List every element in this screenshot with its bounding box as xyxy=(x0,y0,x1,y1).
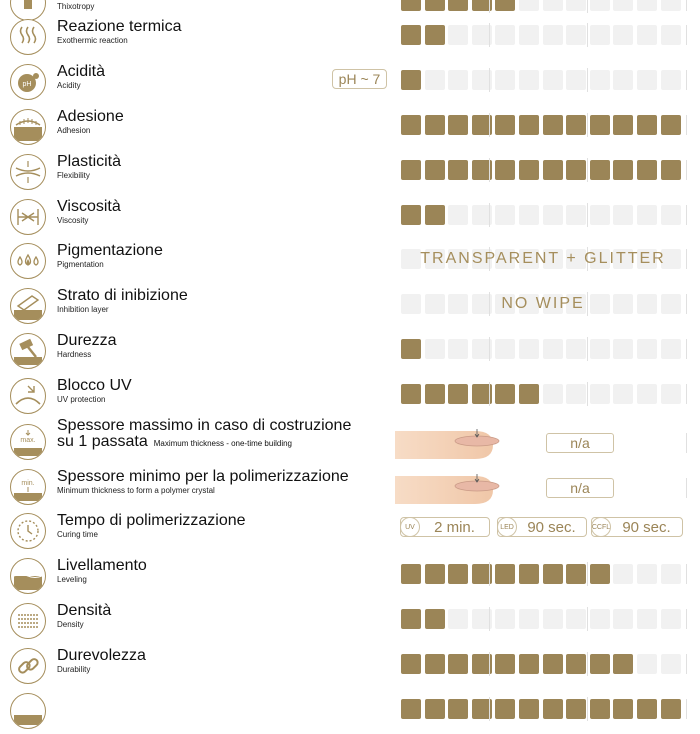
rating-segment-empty xyxy=(637,205,657,225)
bar-separator xyxy=(587,158,588,182)
rating-bar xyxy=(401,654,684,674)
property-title: Adesione xyxy=(57,108,124,125)
property-row-acidity xyxy=(0,61,700,105)
rating-bar xyxy=(401,384,684,404)
ph-icon xyxy=(10,64,46,100)
rating-segment-empty xyxy=(590,609,610,629)
rating-segment-filled xyxy=(495,384,515,404)
bar-end-tick xyxy=(686,384,687,404)
rating-segment-empty xyxy=(543,25,563,45)
svg-text:max.: max. xyxy=(20,437,36,444)
curing-time-value: 90 sec. xyxy=(527,518,576,536)
finger-thickness-illustration xyxy=(395,472,500,506)
rating-segment-empty xyxy=(590,339,610,359)
bar-end-tick xyxy=(686,564,687,584)
property-subtitle: Durability xyxy=(57,665,91,674)
property-row-minthick xyxy=(0,466,700,510)
curing-time-value: 2 min. xyxy=(434,518,475,536)
property-row-thermal xyxy=(0,16,700,60)
rating-segment-filled xyxy=(543,160,563,180)
bar-separator xyxy=(587,203,588,227)
partial-icon xyxy=(10,693,46,729)
rating-segment-empty xyxy=(590,205,610,225)
rating-segment-filled xyxy=(401,564,421,584)
rating-segment-filled xyxy=(637,115,657,135)
rating-segment-empty xyxy=(637,0,657,11)
rating-segment-empty xyxy=(613,564,633,584)
bar-end-tick xyxy=(686,249,687,269)
bar-end-tick xyxy=(686,699,687,719)
rating-segment-filled xyxy=(613,160,633,180)
rating-segment-empty xyxy=(448,339,468,359)
rating-segment-filled xyxy=(543,115,563,135)
inhibition-icon xyxy=(10,288,46,324)
property-row-durability xyxy=(0,645,700,689)
bar-end-tick xyxy=(686,205,687,225)
rating-segment-filled xyxy=(425,699,445,719)
rating-segment-filled xyxy=(425,384,445,404)
rating-segment-empty xyxy=(519,339,539,359)
rating-segment-empty xyxy=(495,609,515,629)
rating-segment-filled xyxy=(495,0,515,11)
rating-bar xyxy=(401,70,684,90)
rating-segment-filled xyxy=(425,564,445,584)
rating-segment-filled xyxy=(448,0,468,11)
rating-segment-empty xyxy=(566,0,586,11)
lamp-curing-led xyxy=(497,517,587,537)
bar-separator xyxy=(587,697,588,721)
rating-segment-filled xyxy=(425,115,445,135)
rating-segment-empty xyxy=(661,564,681,584)
rating-segment-filled xyxy=(543,699,563,719)
property-subtitle: Pigmentation xyxy=(57,260,104,269)
rating-segment-empty xyxy=(661,0,681,11)
property-subtitle: Acidity xyxy=(57,81,81,90)
rating-segment-empty xyxy=(661,25,681,45)
density-icon xyxy=(10,603,46,639)
rating-bar xyxy=(401,0,684,11)
rating-segment-empty xyxy=(425,70,445,90)
property-title: Durevolezza xyxy=(57,647,146,664)
bar-separator xyxy=(489,382,490,406)
bar-separator xyxy=(587,337,588,361)
property-subtitle: Density xyxy=(57,620,84,629)
rating-segment-filled xyxy=(613,699,633,719)
pigment-drops-icon xyxy=(10,243,46,279)
bar-end-tick xyxy=(686,160,687,180)
rating-segment-empty xyxy=(448,609,468,629)
property-row-density xyxy=(0,600,700,644)
bar-separator xyxy=(489,652,490,676)
heat-waves-icon xyxy=(10,19,46,55)
property-title: Pigmentazione xyxy=(57,242,163,259)
property-subtitle: Flexibility xyxy=(57,171,90,180)
rating-segment-empty xyxy=(661,205,681,225)
property-row-curing xyxy=(0,510,700,554)
rating-segment-empty xyxy=(590,384,610,404)
rating-segment-filled xyxy=(401,205,421,225)
rating-bar xyxy=(401,115,684,135)
thickness-value: n/a xyxy=(546,433,614,453)
bar-end-tick xyxy=(686,25,687,45)
rating-bar xyxy=(401,160,684,180)
finger-thickness-illustration xyxy=(395,427,500,461)
hammer-icon xyxy=(10,333,46,369)
property-subtitle: Leveling xyxy=(57,575,87,584)
rating-segment-empty xyxy=(566,384,586,404)
rating-segment-filled xyxy=(590,564,610,584)
rating-segment-empty xyxy=(613,339,633,359)
rating-segment-empty xyxy=(590,70,610,90)
curing-time-value: 90 sec. xyxy=(622,518,671,536)
rating-segment-filled xyxy=(401,25,421,45)
property-value-label: NO WIPE xyxy=(501,295,585,312)
lamp-type-badge: UV xyxy=(400,517,420,537)
bar-separator xyxy=(489,337,490,361)
rating-segment-empty xyxy=(543,0,563,11)
property-title: Spessore massimo in caso di costruzione xyxy=(57,417,352,434)
lamp-type-badge: CCFL xyxy=(591,517,611,537)
rating-segment-filled xyxy=(448,564,468,584)
bar-end-tick xyxy=(686,0,687,11)
ph-value-badge: pH ~ 7 xyxy=(332,69,387,89)
max-thickness-icon xyxy=(10,424,46,460)
rating-segment-filled xyxy=(401,160,421,180)
rating-segment-empty xyxy=(661,384,681,404)
bar-separator xyxy=(489,607,490,631)
rating-segment-empty xyxy=(519,609,539,629)
rating-segment-filled xyxy=(448,654,468,674)
property-subtitle: Maximum thickness - one-time building xyxy=(153,439,293,448)
property-row-inhibition xyxy=(0,285,700,329)
property-title: Plasticità xyxy=(57,153,122,170)
rating-segment-filled xyxy=(661,699,681,719)
rating-segment-empty xyxy=(590,0,610,11)
bar-separator xyxy=(489,0,490,13)
property-title: Reazione termica xyxy=(57,18,182,35)
bar-end-tick xyxy=(686,433,687,453)
rating-segment-filled xyxy=(637,699,657,719)
rating-segment-empty xyxy=(495,205,515,225)
rating-segment-empty xyxy=(661,339,681,359)
rating-segment-filled xyxy=(613,654,633,674)
flexibility-icon xyxy=(10,154,46,190)
rating-segment-filled xyxy=(448,115,468,135)
property-title: Durezza xyxy=(57,332,117,349)
lamp-curing-ccfl xyxy=(591,517,683,537)
rating-segment-empty xyxy=(519,25,539,45)
rating-segment-filled xyxy=(495,699,515,719)
rating-segment-filled xyxy=(425,25,445,45)
property-row-viscosity xyxy=(0,196,700,240)
bar-end-tick xyxy=(686,339,687,359)
property-title: Tempo di polimerizzazione xyxy=(57,512,246,529)
rating-segment-empty xyxy=(519,0,539,11)
rating-segment-filled xyxy=(566,564,586,584)
rating-segment-empty xyxy=(661,70,681,90)
rating-segment-empty xyxy=(448,205,468,225)
bar-separator xyxy=(489,697,490,721)
rating-segment-empty xyxy=(519,70,539,90)
svg-text:min.: min. xyxy=(21,480,35,487)
rating-segment-filled xyxy=(590,160,610,180)
bar-end-tick xyxy=(686,609,687,629)
rating-segment-filled xyxy=(495,160,515,180)
rating-segment-empty xyxy=(448,25,468,45)
property-subtitle: Thixotropy xyxy=(57,2,95,11)
rating-segment-empty xyxy=(613,0,633,11)
property-row-pigmentation xyxy=(0,240,700,284)
property-subtitle: Viscosity xyxy=(57,216,89,225)
property-title-2: su 1 passata xyxy=(57,433,148,450)
rating-bar xyxy=(401,609,684,629)
bar-separator xyxy=(587,68,588,92)
property-title: Spessore minimo per la polimerizzazione xyxy=(57,468,349,485)
property-subtitle: Adhesion xyxy=(57,126,91,135)
leveling-icon xyxy=(10,558,46,594)
property-subtitle: Exothermic reaction xyxy=(57,36,128,45)
curing-time-icon xyxy=(10,513,46,549)
property-subtitle: Inhibition layer xyxy=(57,305,109,314)
bar-separator xyxy=(587,382,588,406)
rating-segment-filled xyxy=(590,699,610,719)
rating-segment-filled xyxy=(519,654,539,674)
rating-segment-filled xyxy=(448,384,468,404)
rating-segment-filled xyxy=(425,0,445,11)
rating-segment-empty xyxy=(613,205,633,225)
property-title: Blocco UV xyxy=(57,377,132,394)
rating-segment-empty xyxy=(543,609,563,629)
adhesion-icon xyxy=(10,109,46,145)
property-value-label: TRANSPARENT + GLITTER xyxy=(420,250,666,267)
rating-segment-empty xyxy=(661,609,681,629)
rating-segment-empty xyxy=(495,339,515,359)
rating-segment-filled xyxy=(519,564,539,584)
bar-end-tick xyxy=(686,115,687,135)
property-row-leveling xyxy=(0,555,700,599)
rating-segment-filled xyxy=(519,384,539,404)
rating-segment-empty xyxy=(613,384,633,404)
property-subtitle: Curing time xyxy=(57,530,98,539)
rating-segment-empty xyxy=(637,25,657,45)
rating-segment-empty xyxy=(566,339,586,359)
rating-bar xyxy=(401,699,684,719)
rating-segment-empty xyxy=(519,205,539,225)
rating-segment-filled xyxy=(401,609,421,629)
rating-segment-filled xyxy=(495,564,515,584)
rating-segment-empty xyxy=(613,70,633,90)
rating-segment-empty xyxy=(425,339,445,359)
rating-segment-filled xyxy=(637,160,657,180)
rating-segment-filled xyxy=(425,205,445,225)
rating-segment-empty xyxy=(590,25,610,45)
rating-segment-empty xyxy=(543,339,563,359)
rating-bar xyxy=(401,564,684,584)
bar-separator xyxy=(587,652,588,676)
rating-segment-empty xyxy=(566,205,586,225)
rating-segment-empty xyxy=(543,70,563,90)
rating-segment-filled xyxy=(448,699,468,719)
rating-segment-filled xyxy=(401,384,421,404)
rating-segment-filled xyxy=(401,70,421,90)
rating-segment-filled xyxy=(495,115,515,135)
rating-segment-filled xyxy=(401,699,421,719)
rating-segment-empty xyxy=(613,609,633,629)
bar-separator xyxy=(587,562,588,586)
property-row-hardness xyxy=(0,330,700,374)
bar-separator xyxy=(587,0,588,13)
property-subtitle: Minimum thickness to form a polymer crystal xyxy=(57,486,215,495)
bar-separator xyxy=(489,203,490,227)
bar-end-tick xyxy=(686,294,687,314)
rating-segment-filled xyxy=(519,699,539,719)
rating-segment-filled xyxy=(425,160,445,180)
rating-segment-empty xyxy=(637,384,657,404)
rating-segment-filled xyxy=(613,115,633,135)
lamp-type-badge: LED xyxy=(497,517,517,537)
rating-segment-empty xyxy=(543,205,563,225)
rating-segment-filled xyxy=(543,654,563,674)
thickness-value: n/a xyxy=(546,478,614,498)
bar-separator xyxy=(489,113,490,137)
rating-segment-filled xyxy=(661,115,681,135)
bar-separator xyxy=(489,562,490,586)
property-subtitle: Hardness xyxy=(57,350,92,359)
rating-segment-empty xyxy=(637,339,657,359)
rating-segment-empty xyxy=(637,609,657,629)
bar-separator xyxy=(489,68,490,92)
bar-separator xyxy=(587,113,588,137)
property-row-maxthick xyxy=(0,417,700,465)
rating-segment-empty xyxy=(566,609,586,629)
rating-segment-filled xyxy=(590,654,610,674)
rating-segment-filled xyxy=(566,699,586,719)
svg-text:pH: pH xyxy=(22,81,32,88)
rating-segment-empty xyxy=(543,384,563,404)
rating-segment-empty xyxy=(637,654,657,674)
rating-segment-filled xyxy=(519,160,539,180)
rating-bar xyxy=(401,205,684,225)
rating-segment-filled xyxy=(425,654,445,674)
rating-segment-empty xyxy=(637,564,657,584)
rating-segment-empty xyxy=(495,70,515,90)
rating-segment-empty xyxy=(661,654,681,674)
rating-segment-filled xyxy=(590,115,610,135)
bar-separator xyxy=(587,607,588,631)
rating-bar xyxy=(401,25,684,45)
property-row-adhesion xyxy=(0,106,700,150)
rating-segment-filled xyxy=(566,115,586,135)
rating-bar xyxy=(401,339,684,359)
rating-segment-empty xyxy=(448,70,468,90)
uv-shield-icon xyxy=(10,378,46,414)
rating-segment-filled xyxy=(448,160,468,180)
rating-segment-filled xyxy=(401,115,421,135)
bar-end-tick xyxy=(686,654,687,674)
rating-segment-filled xyxy=(401,339,421,359)
property-subtitle: UV protection xyxy=(57,395,106,404)
rating-segment-empty xyxy=(613,25,633,45)
rating-segment-empty xyxy=(495,25,515,45)
min-thickness-icon xyxy=(10,469,46,505)
rating-segment-filled xyxy=(566,654,586,674)
lamp-curing-uv xyxy=(400,517,490,537)
rating-segment-filled xyxy=(425,609,445,629)
rating-segment-filled xyxy=(543,564,563,584)
property-row-flexibility xyxy=(0,151,700,195)
rating-segment-filled xyxy=(495,654,515,674)
property-title: Livellamento xyxy=(57,557,147,574)
rating-segment-filled xyxy=(661,160,681,180)
rating-segment-filled xyxy=(519,115,539,135)
rating-segment-filled xyxy=(401,654,421,674)
rating-segment-empty xyxy=(566,70,586,90)
rating-segment-filled xyxy=(566,160,586,180)
rating-segment-empty xyxy=(637,70,657,90)
viscosity-icon xyxy=(10,199,46,235)
rating-segment-filled xyxy=(401,0,421,11)
property-title: Viscosità xyxy=(57,198,121,215)
rating-segment-empty xyxy=(566,25,586,45)
property-title: Densità xyxy=(57,602,112,619)
property-row-last xyxy=(0,690,700,734)
property-title: Strato di inibizione xyxy=(57,287,188,304)
property-row-uv xyxy=(0,375,700,419)
bar-separator xyxy=(489,158,490,182)
bar-separator xyxy=(587,23,588,47)
property-title: Acidità xyxy=(57,63,106,80)
property-title-line2 xyxy=(57,434,292,452)
bar-separator xyxy=(489,23,490,47)
chain-link-icon xyxy=(10,648,46,684)
bar-end-tick xyxy=(686,478,687,498)
bar-end-tick xyxy=(686,70,687,90)
